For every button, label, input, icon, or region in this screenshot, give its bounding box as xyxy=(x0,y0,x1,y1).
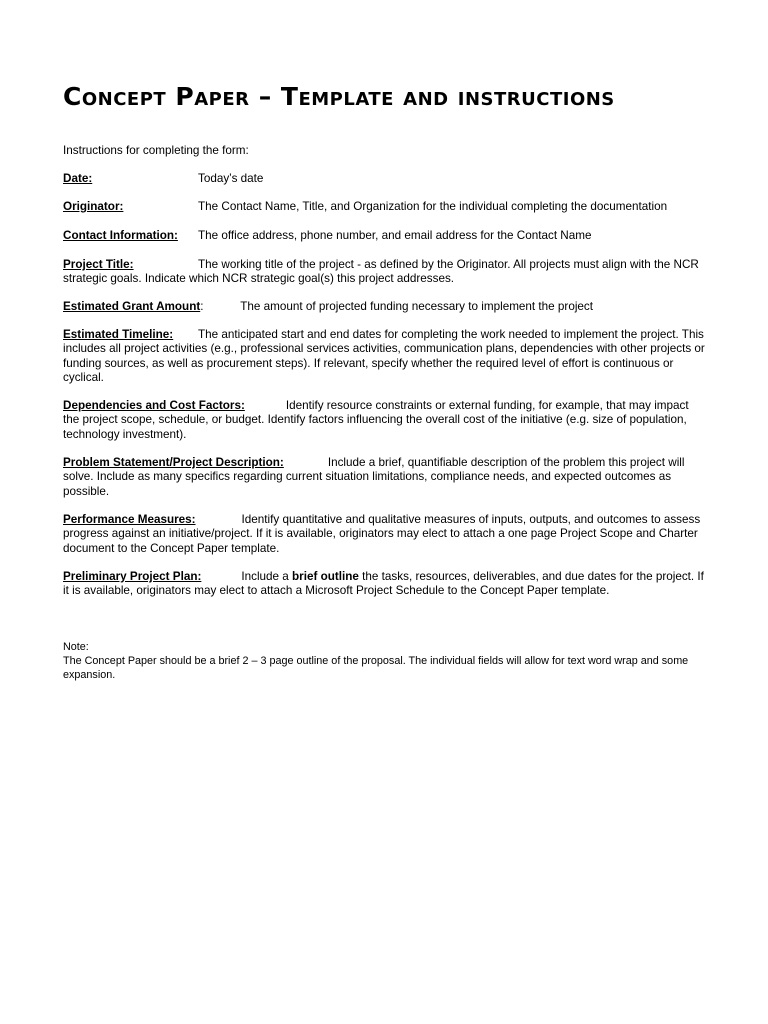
field-description: Include a brief, quantifiable description of the problem this project will solve. Include as many specifics regarding current situation limitations, compliance needs, and expected outcomes as possible. xyxy=(63,456,685,498)
field-description-bold: brief outline xyxy=(292,570,359,583)
field-description: The working title of the project - as defined by the Originator. All projects must align with the NCR strategic goals. Indicate which NCR strategic goal(s) this project addresses. xyxy=(63,258,699,286)
note-label: Note: xyxy=(63,641,89,653)
field-label: Preliminary Project Plan: xyxy=(63,570,202,583)
document-title: Concept Paper – Template and instructions xyxy=(63,82,615,111)
field-description: Identify quantitative and qualitative measures of inputs, outputs, and outcomes to assess progress against an initiative/project. If it is available, originators may elect to attach a one page Project Scope and Charter document to the Concept Paper template. xyxy=(63,513,701,555)
field-label-suffix: : xyxy=(200,300,204,313)
field-description: The Contact Name, Title, and Organization for the individual completing the documentation xyxy=(198,200,668,213)
field-label: Contact Information: xyxy=(63,229,178,242)
instructions-intro: Instructions for completing the form: xyxy=(63,144,249,157)
field-description-pre: Include a xyxy=(241,570,293,583)
field-description: The office address, phone number, and email address for the Contact Name xyxy=(198,229,592,242)
field-description-post: the tasks, resources, deliverables, and due dates for the project. If it is available, originators may elect to attach a Microsoft Project Schedule to the Concept Paper template. xyxy=(63,570,704,598)
field-performance-measures xyxy=(63,513,708,556)
field-description: The amount of projected funding necessary to implement the project xyxy=(240,300,594,313)
field-project-title xyxy=(63,258,708,287)
field-date xyxy=(63,172,708,186)
field-label: Problem Statement/Project Description: xyxy=(63,456,284,469)
field-contact-information xyxy=(63,229,708,243)
field-label: Project Title: xyxy=(63,258,134,271)
field-problem-statement xyxy=(63,456,708,499)
field-description: Today’s date xyxy=(198,172,264,185)
field-description: Identify resource constraints or external funding, for example, that may impact the project scope, schedule, or budget. Identify factors influencing the overall cost of the initiative (e.g. size of population, technology investment). xyxy=(63,399,689,441)
field-label: Estimated Grant Amount xyxy=(63,300,201,313)
field-description: The anticipated start and end dates for completing the work needed to implement the project. This includes all project activities (e.g., professional services activities, communication plans, dependencies with other projects or funding sources, as well as procurement steps). If relevant, specify whether the required level of effort is continuous or cyclical. xyxy=(63,328,705,385)
field-estimated-timeline xyxy=(63,328,708,386)
field-label: Originator: xyxy=(63,200,124,213)
field-label: Dependencies and Cost Factors: xyxy=(63,399,245,412)
field-label: Estimated Timeline: xyxy=(63,328,174,341)
field-preliminary-project-plan xyxy=(63,570,708,599)
field-label: Performance Measures: xyxy=(63,513,196,526)
field-originator xyxy=(63,200,708,214)
field-dependencies-cost-factors xyxy=(63,399,708,442)
note-text: The Concept Paper should be a brief 2 – 3 page outline of the proposal. The individual fields will allow for text word wrap and some expansion. xyxy=(63,655,689,681)
field-label: Date: xyxy=(63,172,93,185)
field-estimated-grant-amount xyxy=(63,300,708,314)
